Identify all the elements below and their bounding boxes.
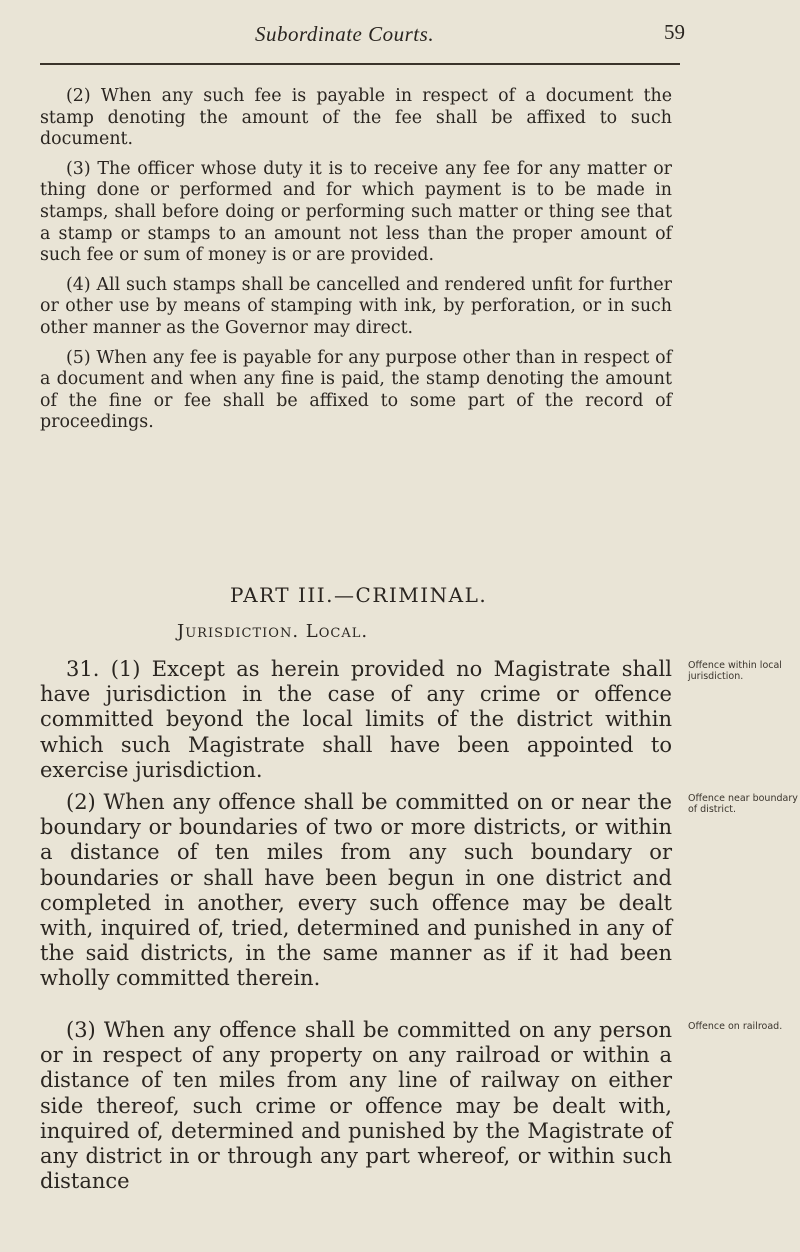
paragraph-4: (4) All such stamps shall be cancelled and rendered unfit for further or other use by means of stamping with ink, by perforation, or in such other manner as the Governor may direct. [40, 274, 672, 338]
paragraph-2: (2) When any such fee is payable in respect of a document the stamp denoting the amount of the fee shall be affixed to such document. [40, 86, 672, 150]
running-title: Subordinate Courts. [255, 22, 435, 46]
section-31-3 [40, 1018, 672, 1194]
margin-note-boundary: Offence near boundary of district. [688, 793, 798, 815]
margin-note-railroad: Offence on railroad. [688, 1021, 783, 1032]
section-31-1 [40, 657, 672, 783]
fee-paragraphs [40, 86, 672, 442]
paragraph-3: (3) The officer whose duty it is to receive any fee for any matter or thing done or performed and for which payment is to be made in stamps, shall before doing or performing such matter or thing see that a stamp or stamps to an amount not less than the proper amount of such fee or sum of money is or are provided. [40, 158, 672, 266]
section-31-1-text: 31. (1) Except as herein provided no Magistrate shall have jurisdiction in the case of any crime or offence committed beyond the local limits of the district within which such Magistrate shall have been appointed to exercise jurisdiction. [40, 657, 672, 782]
margin-note-local-jurisdiction: Offence within local jurisdiction. [688, 660, 782, 682]
section-31-2-text: (2) When any offence shall be committed on or near the boundary or boundaries of two or more districts, or within a distance of ten miles from any such boundary or boundaries or shall have been begun in one district and completed in another, every such offence may be dealt with, inquired of, tried, determined and punished in any of the said districts, in the same manner as if it had been wholly committed therein. [40, 790, 672, 991]
paragraph-5: (5) When any fee is payable for any purpose other than in respect of a document and when any fine is paid, the stamp denoting the amount of the fine or fee shall be affixed to some part of the record of proceedings. [40, 347, 672, 433]
sub-heading: Jurisdiction. Local. [177, 621, 369, 642]
header-rule [40, 63, 680, 65]
part-heading: PART III.—CRIMINAL. [230, 583, 488, 607]
section-31-2 [40, 790, 672, 992]
page-number: 59 [664, 20, 685, 44]
section-31-3-text: (3) When any offence shall be committed on any person or in respect of any property on any railroad or within a distance of ten miles from any line of railway on either side thereof, such crime or offence may be dealt with, inquired of, determined and punished by the Magistrate of any district in or through any part whereof, or within such distance [40, 1018, 672, 1194]
